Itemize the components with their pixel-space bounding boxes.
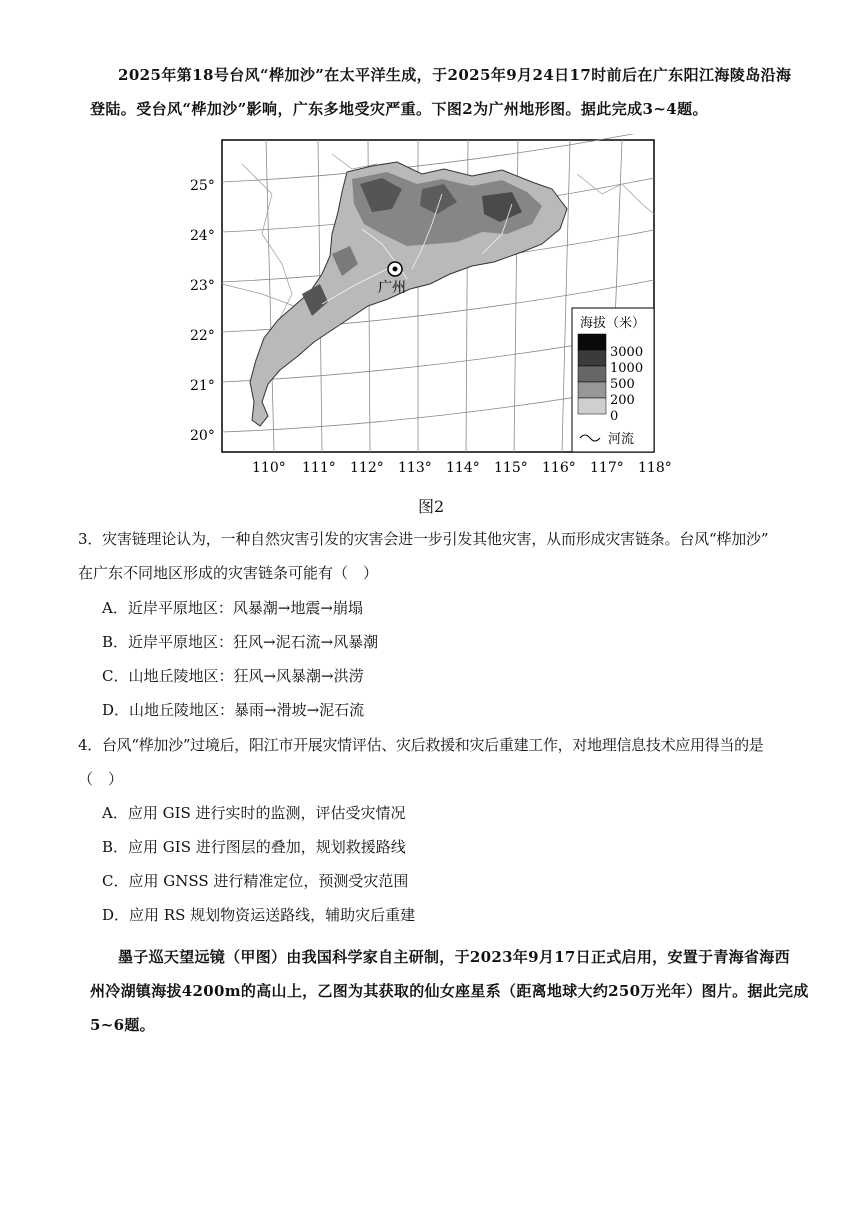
- lat-label-22: 22°: [190, 328, 215, 344]
- lon-label-114: 114°: [446, 460, 480, 476]
- lon-label-110: 110°: [252, 460, 286, 476]
- intro-line-1: 2025年第18号台风“桦加沙”在太平洋生成，于2025年9月24日17时前后在广东阳江海陵岛沿海: [118, 66, 792, 84]
- guangdong-terrain-map: [182, 134, 682, 484]
- lat-labels: [190, 178, 215, 444]
- legend-swatch-500: [578, 366, 606, 382]
- lat-label-24: 24°: [190, 228, 215, 244]
- q3-option-b: B．近岸平原地区：狂风→泥石流→风暴潮: [102, 633, 379, 651]
- q3-stem-line-2: 在广东不同地区形成的灾害链条可能有（ ）: [78, 564, 379, 582]
- legend-swatch-0: [578, 398, 606, 414]
- map-legend: [572, 308, 654, 452]
- legend-swatch-200: [578, 382, 606, 398]
- intro-line-2: 登陆。受台风“桦加沙”影响，广东多地受灾严重。下图2为广州地形图。据此完成3~4题。: [90, 100, 708, 118]
- lon-label-116: 116°: [542, 460, 576, 476]
- q4-stem-line-2: （ ）: [78, 770, 124, 788]
- legend-level-3000: 3000: [610, 345, 644, 360]
- lon-label-115: 115°: [494, 460, 528, 476]
- lat-label-23: 23°: [190, 278, 215, 294]
- lat-label-25: 25°: [190, 178, 215, 194]
- intro2-paragraph: [90, 940, 809, 1042]
- lon-label-113: 113°: [398, 460, 432, 476]
- q3-option-a: A．近岸平原地区：风暴潮→地震→崩塌: [102, 599, 363, 617]
- question-4-stem: [78, 728, 798, 796]
- legend-level-1000: 1000: [610, 361, 644, 376]
- q4-option-b: B．应用 GIS 进行图层的叠加，规划救援路线: [102, 838, 406, 856]
- lon-label-111: 111°: [302, 460, 336, 476]
- legend-level-200: 200: [610, 393, 635, 408]
- question-3-stem: [78, 522, 798, 590]
- lat-label-20: 20°: [190, 428, 215, 444]
- intro2-line-1: 墨子巡天望远镜（甲图）由我国科学家自主研制，于2023年9月17日正式启用，安置于青海省海西: [118, 948, 790, 966]
- lat-label-21: 21°: [190, 378, 215, 394]
- q4-option-d: D．应用 RS 规划物资运送路线，辅助灾后重建: [102, 906, 416, 924]
- legend-river-label: 河流: [608, 432, 635, 447]
- q4-stem-line-1: 4．台风“桦加沙”过境后，阳江市开展灾情评估、灾后救援和灾后重建工作，对地理信息技术应用得当的是: [78, 736, 764, 754]
- legend-swatch-3000: [578, 334, 606, 350]
- lon-label-112: 112°: [350, 460, 384, 476]
- intro2-line-2: 州冷湖镇海拔4200m的高山上，乙图为其获取的仙女座星系（距离地球大约250万光年）图片。据此完成: [90, 982, 809, 1000]
- intro2-line-3: 5~6题。: [90, 1016, 155, 1034]
- legend-level-500: 500: [610, 377, 635, 392]
- guangzhou-marker-dot: [393, 267, 398, 272]
- intro-paragraph: [90, 58, 790, 126]
- legend-swatch-1000: [578, 350, 606, 366]
- lon-label-118: 118°: [638, 460, 672, 476]
- lon-label-117: 117°: [590, 460, 624, 476]
- q4-option-c: C．应用 GNSS 进行精准定位，预测受灾范围: [102, 872, 409, 890]
- q3-stem-line-1: 3．灾害链理论认为，一种自然灾害引发的灾害会进一步引发其他灾害，从而形成灾害链条。台风“桦加沙”: [78, 530, 769, 548]
- q3-option-d: D．山地丘陵地区：暴雨→滑坡→泥石流: [102, 701, 365, 719]
- figure-caption: 图2: [418, 497, 445, 516]
- map-svg: [182, 134, 682, 484]
- q3-option-c: C．山地丘陵地区：狂风→风暴潮→洪涝: [102, 667, 364, 685]
- legend-level-0: 0: [610, 409, 619, 424]
- legend-title: 海拔（米）: [580, 316, 646, 331]
- city-label: 广州: [378, 280, 406, 296]
- lon-labels: [252, 460, 672, 476]
- q4-option-a: A．应用 GIS 进行实时的监测，评估受灾情况: [102, 804, 406, 822]
